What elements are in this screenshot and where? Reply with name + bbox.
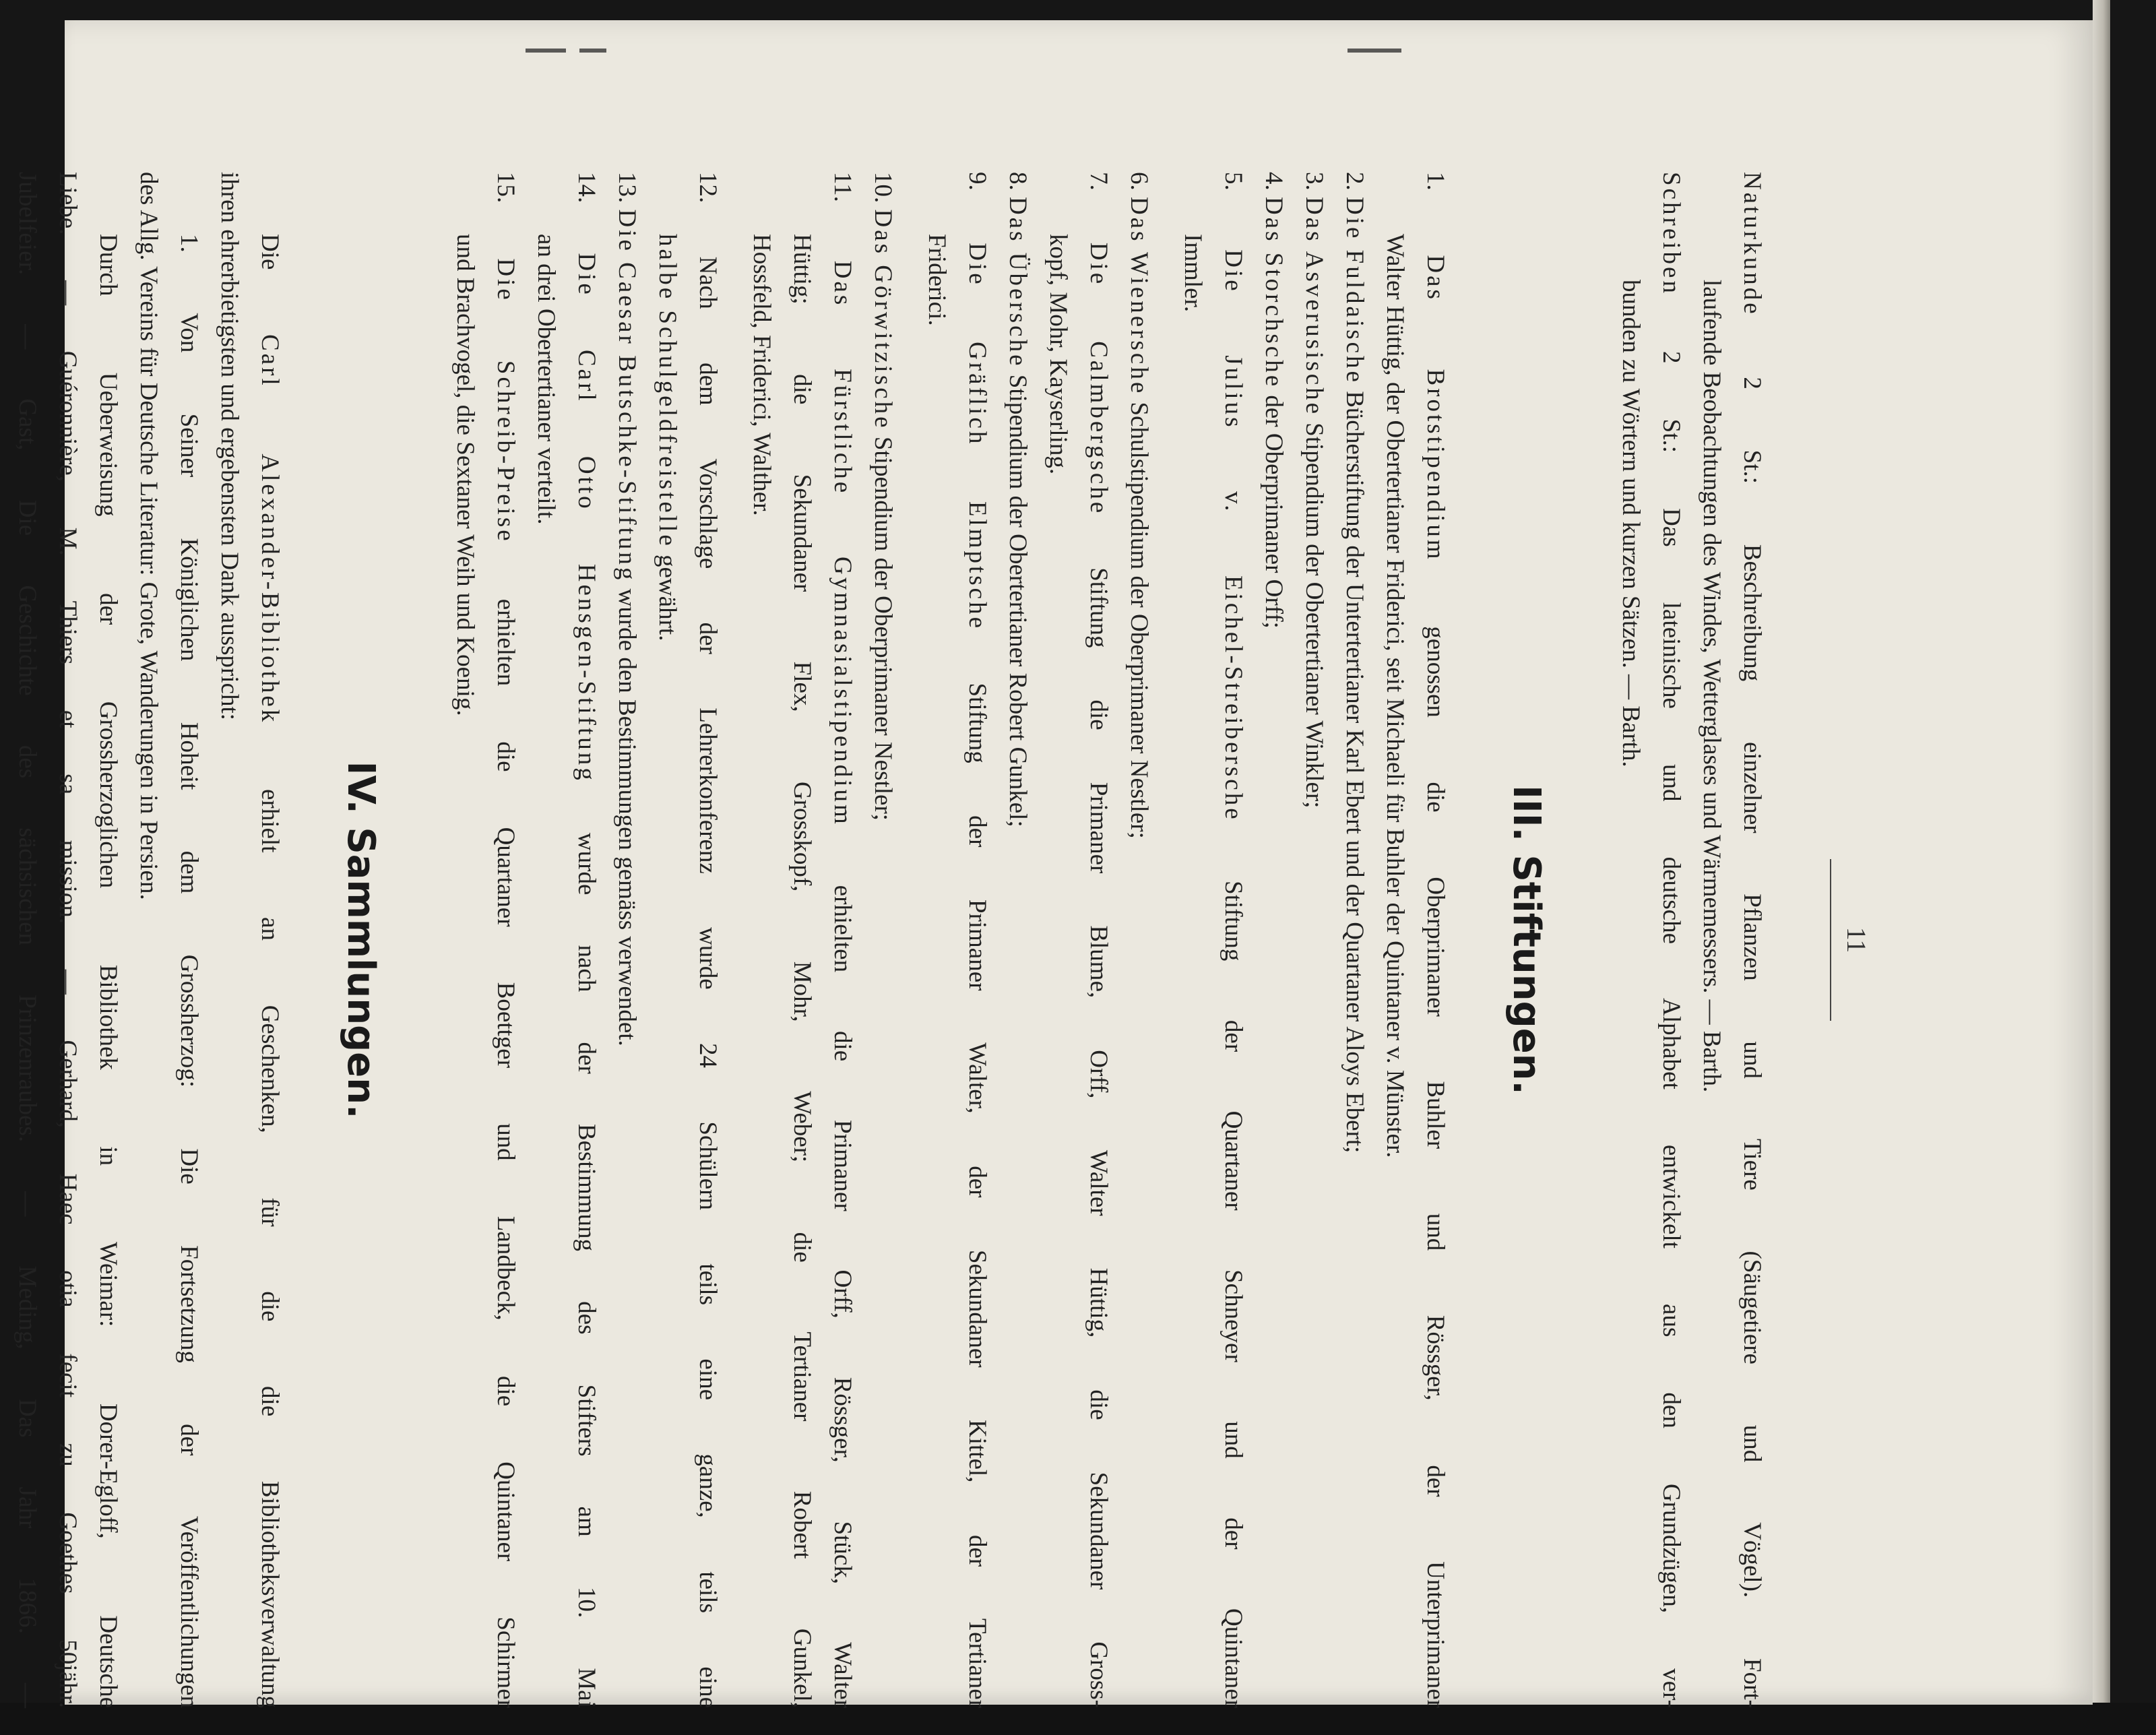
- line-text: Stipendium der Obertertianer Robert Gunkel;: [1004, 368, 1032, 827]
- rotated-text-block: [0, 172, 1873, 1735]
- text-line: [209, 172, 249, 1708]
- line-lead: 2.: [1341, 172, 1368, 197]
- line-text: Nach dem Vorschlage der Lehrerkonferenz wurde 24 Schülern teils eine ganze, teils eine: [694, 256, 722, 1709]
- line-text: erhielten die Primaner Orff, Rössger, Stück, Walter: [829, 826, 856, 1708]
- line-lead: 8.: [1004, 172, 1032, 197]
- text-line: [128, 172, 168, 1708]
- line-lead: Die: [256, 234, 284, 335]
- text-line: [0, 172, 7, 1708]
- text-line: [957, 172, 997, 1708]
- line-lead: 13.: [613, 172, 641, 210]
- text-line: [1415, 172, 1455, 1708]
- line-lead: 15.: [492, 172, 519, 259]
- text-line: [1294, 172, 1334, 1708]
- text-line: [782, 172, 822, 1708]
- line-lead: 10.: [869, 172, 897, 210]
- text-line: [822, 172, 862, 1708]
- text-line: [168, 172, 209, 1708]
- text-line: [916, 172, 957, 1708]
- text-line: [47, 172, 88, 1708]
- line-text: kopf, Mohr, Kayserling.: [1044, 234, 1072, 475]
- line-text: der Oberprimaner Orff;: [1260, 389, 1288, 629]
- text-line: [1253, 172, 1294, 1708]
- line-text: erhielten die Quartaner Boettger und Landbeck, die Quintaner Schirmer: [492, 543, 519, 1708]
- text-line: [445, 172, 485, 1708]
- line-lead: Schreiben: [1657, 172, 1685, 296]
- text-line: [1334, 172, 1374, 1708]
- line-text: Stipendium der Obertertianer Winkler;: [1300, 416, 1328, 809]
- text-line: [1213, 172, 1253, 1708]
- text-line: [1732, 172, 1772, 1708]
- line-spaced-name: Das Storchsche: [1260, 197, 1288, 389]
- line-spaced-name: halbe Schulgeldfreistelle: [654, 234, 681, 548]
- line-text: Schulstipendium der Oberprimaner Nestler;: [1125, 396, 1153, 839]
- line-text: gewährt.: [654, 548, 681, 641]
- section-heading-sammlungen: IV. Sammlungen.: [339, 761, 383, 1119]
- line-text: des Allg. Vereins für Deutsche Literatur: Grote, Wanderungen in Persien.: [135, 172, 162, 900]
- line-text: Friderici.: [923, 234, 951, 326]
- line-spaced-name: Die Calmbergsche: [1085, 242, 1112, 516]
- text-line: [566, 172, 606, 1708]
- section-heading-stiftungen: III. Stiftungen.: [1504, 785, 1548, 1095]
- line-text: bunden zu Wörtern und kurzen Sätzen. — Barth.: [1617, 280, 1645, 767]
- text-line: [526, 172, 566, 1708]
- text-line: [88, 172, 128, 1708]
- line-lead: 6.: [1125, 172, 1153, 197]
- line-text: [0, 172, 1, 427]
- line-text: Bücherstiftung der Untertertianer Karl Ebert und der Quartaner Aloys Ebert;: [1341, 384, 1368, 1154]
- line-text: Stiftung der Quartaner Schneyer und der Quintaner: [1219, 821, 1247, 1708]
- line-text: Stiftung der Primaner Walter, der Sekundaner Kittel, der Tertianer: [963, 631, 991, 1709]
- line-text: 1. Von Seiner Königlichen Hoheit dem Grossherzog: Die Fortsetzung der Veröffentlichungen: [175, 234, 203, 1708]
- page-number: 11: [1841, 926, 1872, 953]
- line-spaced-name: Die Gräflich Elmptsche: [963, 243, 991, 631]
- text-line: [647, 172, 687, 1708]
- line-text: ihren ehrerbietigsten und ergebensten Dank ausspricht:: [216, 172, 243, 721]
- line-lead: 14.: [573, 172, 600, 253]
- text-line: [1118, 172, 1159, 1708]
- line-text: an drei Obertertianer verteilt.: [532, 234, 560, 525]
- line-lead: 7.: [1085, 172, 1112, 243]
- line-spaced-name: Die Carl Otto Hensgen-Stiftung: [573, 253, 600, 783]
- text-line: [997, 172, 1038, 1708]
- line-spaced-name: Das Asverusische: [1300, 197, 1328, 417]
- line-text: Liebe. — Guéronnière, M. Thiers et sa mission. — Gerhard, Haec otia fecit zu Goethes 50jähr.: [54, 172, 82, 1708]
- line-text: Hossfeld, Friderici, Walther.: [748, 234, 775, 516]
- line-spaced-name: Das Wienersche: [1125, 197, 1153, 396]
- line-lead: Naturkunde: [1738, 172, 1766, 317]
- text-line: [1691, 172, 1732, 1708]
- line-spaced-name: Die Schreib-Preise: [492, 258, 519, 544]
- line-lead: 4.: [1260, 172, 1288, 197]
- line-text: genossen die Oberprimaner Buhler und Rössger, der Unterprimaner: [1422, 561, 1449, 1708]
- line-lead: 9.: [963, 172, 991, 243]
- text-line: [1651, 172, 1691, 1708]
- line-spaced-name: Das Brotstipendium: [1422, 255, 1449, 562]
- line-lead: 1.: [1422, 172, 1449, 255]
- text-line: [687, 172, 728, 1708]
- text-line: [1038, 172, 1078, 1708]
- line-spaced-name: Das Übersche: [1004, 197, 1032, 369]
- line-text: wurde nach der Bestimmung des Stifters am 10. Mai: [573, 782, 600, 1709]
- line-text: wurde den Bestimmungen gemäss verwendet.: [613, 582, 641, 1046]
- text-line: [485, 172, 526, 1708]
- line-text: Durch Ueberweisung der Grossherzoglichen Bibliothek in Weimar: Dorer-Egloff, Deutsche: [94, 234, 122, 1708]
- line-lead: 5.: [1219, 172, 1247, 250]
- line-spaced-name: Das Fürstliche Gymnasialstipendium: [829, 260, 856, 827]
- gutter-marks: [512, 40, 1455, 67]
- line-spaced-name: Die Caesar Butschke-Stiftung: [613, 209, 641, 583]
- line-spaced-name: Das Görwitzische: [869, 209, 897, 431]
- line-text: 2 St.: Das lateinische und deutsche Alphabet entwickelt aus den Grundzügen, ver-: [1657, 295, 1685, 1708]
- line-text: Immler.: [1179, 234, 1207, 313]
- text-line: [1172, 172, 1213, 1708]
- line-text: erhielt an Geschenken, für die die Bibliotheksverwaltung: [256, 724, 284, 1708]
- line-text: Stipendium der Oberprimaner Nestler;: [869, 430, 897, 821]
- line-text: laufende Beobachtungen des Windes, Wetterglases und Wärmemessers. — Barth.: [1698, 280, 1725, 1093]
- page-edge: [2093, 0, 2110, 1703]
- text-line: [1078, 172, 1118, 1708]
- text-line: [606, 172, 647, 1708]
- line-spaced-name: Die Julius v. Eichel-Streibersche: [1219, 249, 1247, 822]
- text-line: [249, 172, 290, 1708]
- text-line: [862, 172, 903, 1708]
- line-lead: 11.: [829, 172, 856, 261]
- line-text: Stiftung die Primaner Blume, Orff, Walter Hüttig, die Sekundaner Gross-: [1085, 515, 1112, 1708]
- line-lead: 3.: [1300, 172, 1328, 197]
- line-text: 2 St.: Beschreibung einzelner Pflanzen und Tiere (Säugetiere und Vögel). Fort-: [1738, 316, 1766, 1708]
- line-text: Jubelfeier. — Gast, Die Geschichte des sächsischen Prinzenraubes. — Meding, Das Jahr 1866. —: [13, 172, 41, 1708]
- text-line: [1610, 172, 1651, 1708]
- line-lead: 12.: [694, 172, 722, 257]
- page-number-rule: [1830, 859, 1831, 1021]
- line-spaced-name: Carl Alexander-Bibliothek: [256, 334, 284, 725]
- line-text: Walter Hüttig, der Obertertianer Friderici, seit Michaeli für Buhler der Quintaner v. Münster.: [1381, 234, 1409, 1158]
- text-line: [7, 172, 47, 1708]
- line-text: Hüttig; die Sekundaner Flex, Grosskopf, Mohr, Weber; die Tertianer Robert Gunkel,: [788, 234, 816, 1708]
- text-line: [741, 172, 782, 1708]
- line-text: und Brachvogel, die Sextaner Weih und Koenig.: [451, 234, 479, 716]
- text-line: [1374, 172, 1415, 1708]
- line-spaced-name: Die Fuldaische: [1341, 197, 1368, 385]
